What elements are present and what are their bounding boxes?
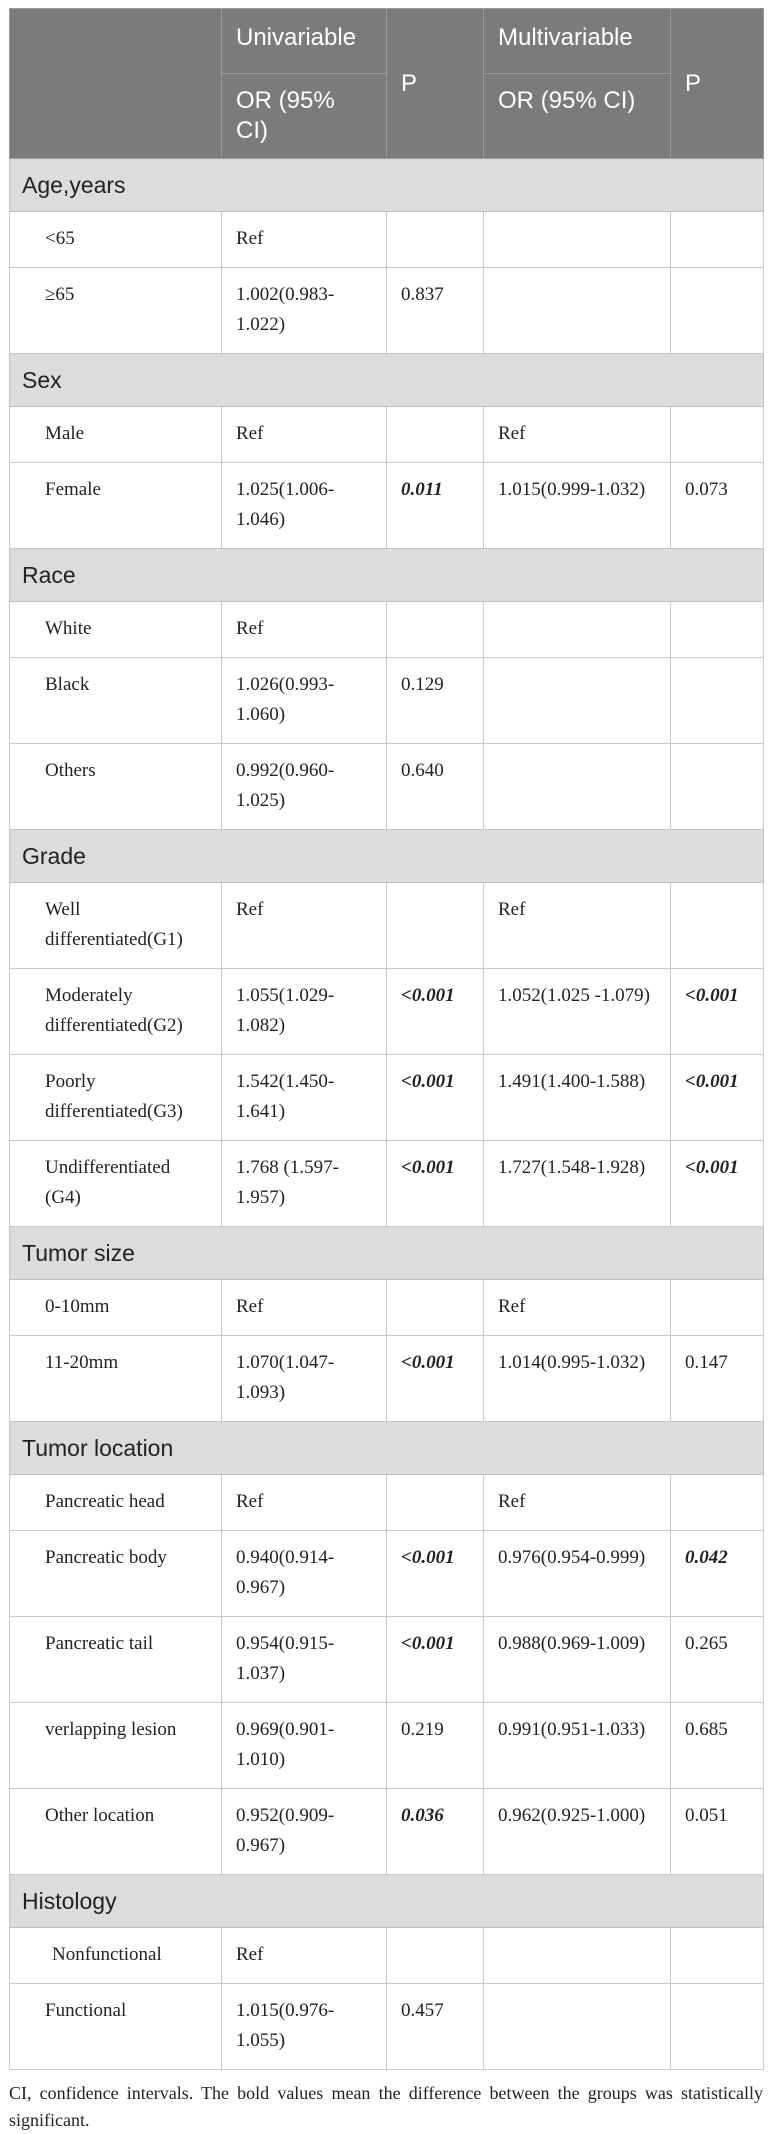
- p-multivariable-cell: [671, 658, 764, 744]
- p-multivariable-cell: [671, 883, 764, 969]
- section-title: Histology: [10, 1875, 764, 1928]
- row-label: Male: [10, 407, 222, 463]
- p-multivariable-cell: [671, 1280, 764, 1336]
- or-univariable-cell: 1.070(1.047-1.093): [222, 1336, 387, 1422]
- p-multivariable-cell: 0.051: [671, 1789, 764, 1875]
- header-or-multivariable: OR (95% CI): [484, 74, 671, 159]
- or-multivariable-cell: [484, 1984, 671, 2070]
- or-multivariable-cell: [484, 1928, 671, 1984]
- p-multivariable-cell: [671, 407, 764, 463]
- table-row: [10, 1984, 764, 2070]
- row-label: Other location: [10, 1789, 222, 1875]
- p-multivariable-cell: 0.073: [671, 463, 764, 549]
- or-univariable-cell: Ref: [222, 883, 387, 969]
- row-label: <65: [10, 212, 222, 268]
- row-label: Nonfunctional: [10, 1928, 222, 1984]
- p-univariable-cell: 0.011: [387, 463, 484, 549]
- p-multivariable-cell: [671, 1984, 764, 2070]
- row-label: Black: [10, 658, 222, 744]
- or-univariable-cell: Ref: [222, 602, 387, 658]
- table-row: [10, 1928, 764, 1984]
- p-univariable-cell: <0.001: [387, 1531, 484, 1617]
- or-univariable-cell: 1.055(1.029-1.082): [222, 969, 387, 1055]
- row-label: Others: [10, 744, 222, 830]
- header-multivariable: Multivariable: [484, 9, 671, 74]
- p-multivariable-cell: [671, 1928, 764, 1984]
- section-title: Tumor location: [10, 1422, 764, 1475]
- row-label: 11-20mm: [10, 1336, 222, 1422]
- section-title: Grade: [10, 830, 764, 883]
- or-univariable-cell: 1.015(0.976-1.055): [222, 1984, 387, 2070]
- p-univariable-cell: <0.001: [387, 1617, 484, 1703]
- or-univariable-cell: 0.969(0.901-1.010): [222, 1703, 387, 1789]
- table-row: [10, 1141, 764, 1227]
- p-multivariable-cell: 0.147: [671, 1336, 764, 1422]
- p-multivariable-cell: <0.001: [671, 1141, 764, 1227]
- p-multivariable-cell: [671, 268, 764, 354]
- p-univariable-cell: 0.640: [387, 744, 484, 830]
- table-row: [10, 744, 764, 830]
- p-multivariable-cell: [671, 1475, 764, 1531]
- or-univariable-cell: Ref: [222, 407, 387, 463]
- or-multivariable-cell: [484, 268, 671, 354]
- section-title: Race: [10, 549, 764, 602]
- p-univariable-cell: [387, 883, 484, 969]
- or-univariable-cell: 0.940(0.914-0.967): [222, 1531, 387, 1617]
- or-univariable-cell: Ref: [222, 1928, 387, 1984]
- p-univariable-cell: 0.457: [387, 1984, 484, 2070]
- or-univariable-cell: 0.952(0.909-0.967): [222, 1789, 387, 1875]
- table-row: [10, 463, 764, 549]
- or-multivariable-cell: 1.014(0.995-1.032): [484, 1336, 671, 1422]
- section-title: Sex: [10, 354, 764, 407]
- p-multivariable-cell: 0.042: [671, 1531, 764, 1617]
- p-multivariable-cell: 0.265: [671, 1617, 764, 1703]
- p-univariable-cell: <0.001: [387, 1055, 484, 1141]
- section-title: Age,years: [10, 159, 764, 212]
- p-univariable-cell: [387, 407, 484, 463]
- p-univariable-cell: [387, 1928, 484, 1984]
- row-label: Female: [10, 463, 222, 549]
- table-row: [10, 883, 764, 969]
- table-row: [10, 1703, 764, 1789]
- or-multivariable-cell: 1.491(1.400-1.588): [484, 1055, 671, 1141]
- p-multivariable-cell: <0.001: [671, 969, 764, 1055]
- p-univariable-cell: [387, 1475, 484, 1531]
- or-univariable-cell: 1.002(0.983-1.022): [222, 268, 387, 354]
- row-label: Pancreatic tail: [10, 1617, 222, 1703]
- table-row: [10, 1055, 764, 1141]
- table-row: [10, 1336, 764, 1422]
- section-row: [10, 1422, 764, 1475]
- section-row: [10, 1227, 764, 1280]
- or-multivariable-cell: 0.988(0.969-1.009): [484, 1617, 671, 1703]
- row-label: Functional: [10, 1984, 222, 2070]
- or-multivariable-cell: [484, 658, 671, 744]
- section-row: [10, 159, 764, 212]
- section-row: [10, 354, 764, 407]
- table-footnote: CI, confidence intervals. The bold values mean the difference between the groups was statistically significant.: [9, 2083, 763, 2130]
- or-multivariable-cell: [484, 212, 671, 268]
- table-row: [10, 1280, 764, 1336]
- header-p-univariable: P: [387, 9, 484, 159]
- or-univariable-cell: 1.542(1.450-1.641): [222, 1055, 387, 1141]
- header-univariable: Univariable: [222, 9, 387, 74]
- or-multivariable-cell: 1.015(0.999-1.032): [484, 463, 671, 549]
- section-row: [10, 549, 764, 602]
- or-multivariable-cell: 0.976(0.954-0.999): [484, 1531, 671, 1617]
- p-univariable-cell: 0.219: [387, 1703, 484, 1789]
- row-label: Moderately differentiated(G2): [10, 969, 222, 1055]
- table-row: [10, 212, 764, 268]
- or-univariable-cell: 0.954(0.915-1.037): [222, 1617, 387, 1703]
- row-label: ≥65: [10, 268, 222, 354]
- or-multivariable-cell: 0.962(0.925-1.000): [484, 1789, 671, 1875]
- row-label: Undifferentiated (G4): [10, 1141, 222, 1227]
- or-multivariable-cell: 1.052(1.025 -1.079): [484, 969, 671, 1055]
- row-label: Poorly differentiated(G3): [10, 1055, 222, 1141]
- p-univariable-cell: [387, 602, 484, 658]
- section-row: [10, 830, 764, 883]
- p-univariable-cell: 0.837: [387, 268, 484, 354]
- header-p-multivariable: P: [671, 9, 764, 159]
- table-header: [10, 9, 764, 159]
- p-multivariable-cell: [671, 212, 764, 268]
- or-multivariable-cell: Ref: [484, 1475, 671, 1531]
- p-multivariable-cell: 0.685: [671, 1703, 764, 1789]
- or-univariable-cell: 1.025(1.006-1.046): [222, 463, 387, 549]
- table-row: [10, 658, 764, 744]
- table-row: [10, 407, 764, 463]
- p-univariable-cell: 0.036: [387, 1789, 484, 1875]
- regression-table: [9, 8, 764, 2070]
- table-row: [10, 1475, 764, 1531]
- or-univariable-cell: 1.026(0.993-1.060): [222, 658, 387, 744]
- row-label: verlapping lesion: [10, 1703, 222, 1789]
- or-multivariable-cell: Ref: [484, 1280, 671, 1336]
- or-multivariable-cell: 0.991(0.951-1.033): [484, 1703, 671, 1789]
- or-univariable-cell: Ref: [222, 1280, 387, 1336]
- table-row: [10, 268, 764, 354]
- row-label: Well differentiated(G1): [10, 883, 222, 969]
- p-univariable-cell: <0.001: [387, 969, 484, 1055]
- table-body: [10, 159, 764, 2070]
- table-row: [10, 602, 764, 658]
- or-multivariable-cell: 1.727(1.548-1.928): [484, 1141, 671, 1227]
- p-univariable-cell: <0.001: [387, 1336, 484, 1422]
- p-univariable-cell: [387, 212, 484, 268]
- or-univariable-cell: 1.768 (1.597-1.957): [222, 1141, 387, 1227]
- p-univariable-cell: <0.001: [387, 1141, 484, 1227]
- table-row: [10, 1617, 764, 1703]
- p-multivariable-cell: [671, 744, 764, 830]
- header-or-univariable: OR (95% CI): [222, 74, 387, 159]
- row-label: White: [10, 602, 222, 658]
- p-univariable-cell: [387, 1280, 484, 1336]
- section-row: [10, 1875, 764, 1928]
- or-multivariable-cell: [484, 744, 671, 830]
- or-univariable-cell: Ref: [222, 1475, 387, 1531]
- or-univariable-cell: 0.992(0.960-1.025): [222, 744, 387, 830]
- row-label: Pancreatic head: [10, 1475, 222, 1531]
- p-multivariable-cell: [671, 602, 764, 658]
- p-univariable-cell: 0.129: [387, 658, 484, 744]
- section-title: Tumor size: [10, 1227, 764, 1280]
- table-row: [10, 1531, 764, 1617]
- header-blank: [10, 9, 222, 159]
- or-multivariable-cell: Ref: [484, 407, 671, 463]
- table-row: [10, 969, 764, 1055]
- row-label: Pancreatic body: [10, 1531, 222, 1617]
- table-row: [10, 1789, 764, 1875]
- or-multivariable-cell: [484, 602, 671, 658]
- row-label: 0-10mm: [10, 1280, 222, 1336]
- or-univariable-cell: Ref: [222, 212, 387, 268]
- or-multivariable-cell: Ref: [484, 883, 671, 969]
- p-multivariable-cell: <0.001: [671, 1055, 764, 1141]
